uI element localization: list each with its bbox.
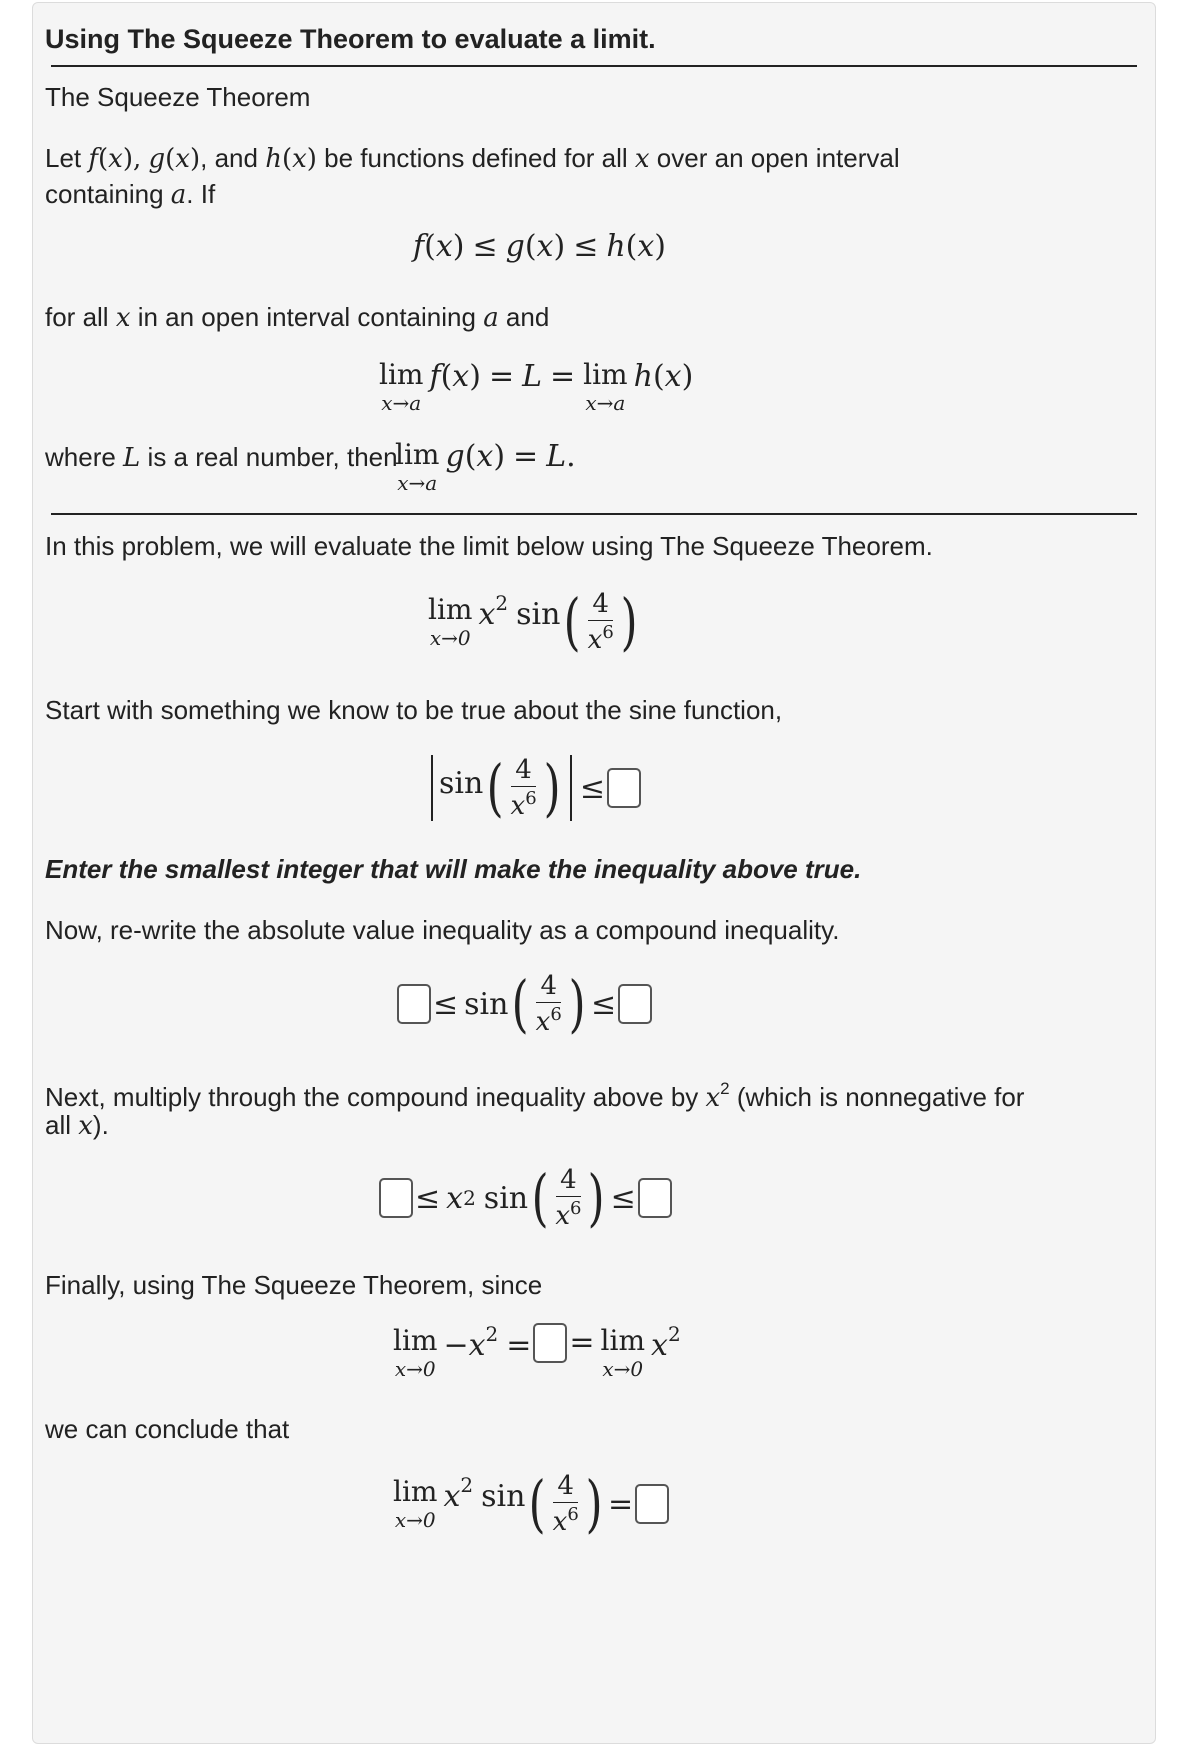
theorem-paragraph-3: where L is a real number, then xyxy=(45,442,398,473)
page-title: Using The Squeeze Theorem to evaluate a limit. xyxy=(45,24,656,54)
limit-equality-fh: lim x→a f(x) = L = lim x→a h(x) xyxy=(379,358,694,415)
step-5-text: we can conclude that xyxy=(45,1414,290,1444)
step-2-text: Now, re-write the absolute value inequality as a compound inequality. xyxy=(45,915,840,945)
theorem-heading: The Squeeze Theorem xyxy=(45,82,311,112)
problem-card xyxy=(32,2,1156,1744)
compound-inequality: ≤ sin ( $\frac{4}{x^6}$ ) ≤ xyxy=(397,973,652,1035)
instruction-text: Enter the smallest integer that will make the inequality above true. xyxy=(45,854,862,884)
limit-mid-input[interactable] xyxy=(533,1323,567,1363)
limit-conclusion-g: lim x→a g(x) = L. xyxy=(395,438,576,495)
abs-bound-input[interactable] xyxy=(607,768,641,808)
target-limit: lim x→0 $x^2$ sin ( $\frac{4}{x^6}$ ) xyxy=(428,585,638,658)
step-3-text-b: all x). xyxy=(45,1110,109,1141)
divider xyxy=(51,65,1137,67)
theorem-paragraph-1: Let f(x), g(x), and h(x) be functions defined for all x over an open interval xyxy=(45,143,900,174)
step-4-text: Finally, using The Squeeze Theorem, since xyxy=(45,1270,543,1300)
final-limit: lim x→0 $x^2$ sin ( $\frac{4}{x^6}$ ) = xyxy=(393,1473,669,1535)
multiplied-inequality: ≤ x 2 sin ( $\frac{4}{x^6}$ ) ≤ xyxy=(379,1167,672,1229)
theorem-paragraph-1b: containing a. If xyxy=(45,179,216,210)
problem-intro: In this problem, we will evaluate the limit below using The Squeeze Theorem. xyxy=(45,531,933,561)
final-answer-input[interactable] xyxy=(635,1484,669,1524)
mult-upper-input[interactable] xyxy=(638,1178,672,1218)
squeeze-limits: lim x→0 $-x^2$ = = lim x→0 $x^2$ xyxy=(393,1321,681,1381)
lower-bound-input[interactable] xyxy=(397,984,431,1024)
mult-lower-input[interactable] xyxy=(379,1178,413,1218)
theorem-paragraph-2: for all x in an open interval containing a and xyxy=(45,302,550,333)
upper-bound-input[interactable] xyxy=(618,984,652,1024)
abs-sine-inequality: sin ( $\frac{4}{x^6}$ ) ≤ xyxy=(425,755,641,821)
divider xyxy=(51,513,1137,515)
inequality-fgh: f ( x ) ≤ g ( x ) ≤ h ( x ) xyxy=(413,229,667,264)
step-1-text: Start with something we know to be true about the sine function, xyxy=(45,695,783,725)
step-3-text: Next, multiply through the compound inequality above by $x^2$ (which is nonnegative for xyxy=(45,1079,1025,1113)
